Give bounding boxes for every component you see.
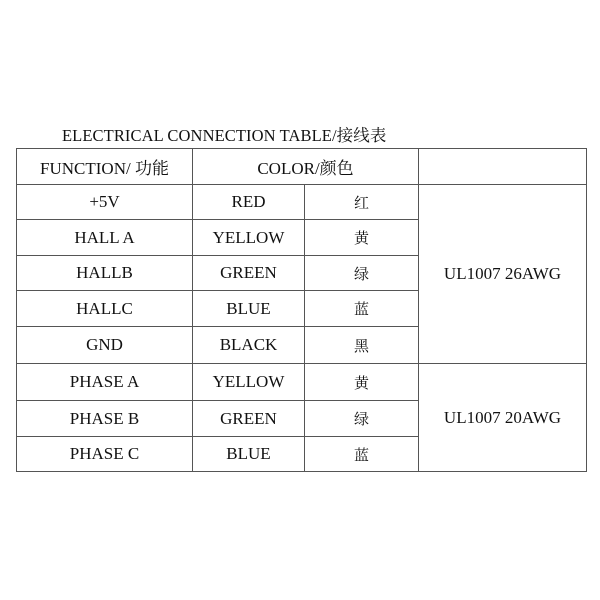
color-cell: YELLOW xyxy=(193,220,305,256)
color-cell: BLUE xyxy=(193,291,305,327)
header-wire xyxy=(419,149,587,185)
function-cell: PHASE B xyxy=(17,401,193,437)
function-cell: GND xyxy=(17,327,193,364)
color-cell: BLACK xyxy=(193,327,305,364)
color-cn-cell: 绿 xyxy=(305,256,419,291)
color-cn-cell: 绿 xyxy=(305,401,419,437)
color-cn-cell: 蓝 xyxy=(305,291,419,327)
color-cell: GREEN xyxy=(193,256,305,291)
color-cell: RED xyxy=(193,185,305,220)
color-cn-cell: 黄 xyxy=(305,220,419,256)
header-function: FUNCTION/ 功能 xyxy=(17,149,193,185)
color-cn-cell: 黑 xyxy=(305,327,419,364)
function-cell: HALLC xyxy=(17,291,193,327)
table-header-row xyxy=(17,149,587,185)
wire-spec-cell: UL1007 20AWG xyxy=(419,364,587,472)
wire-spec-cell: UL1007 26AWG xyxy=(419,185,587,364)
function-cell: HALLB xyxy=(17,256,193,291)
function-cell: HALL A xyxy=(17,220,193,256)
color-cell: GREEN xyxy=(193,401,305,437)
table-row xyxy=(17,364,587,401)
electrical-connection-table xyxy=(16,148,587,472)
color-cn-cell: 黄 xyxy=(305,364,419,401)
table-title: ELECTRICAL CONNECTION TABLE/接线表 xyxy=(62,126,387,145)
color-cell: YELLOW xyxy=(193,364,305,401)
table-row xyxy=(17,185,587,220)
color-cn-cell: 蓝 xyxy=(305,437,419,472)
function-cell: PHASE A xyxy=(17,364,193,401)
function-cell: +5V xyxy=(17,185,193,220)
function-cell: PHASE C xyxy=(17,437,193,472)
color-cn-cell: 红 xyxy=(305,185,419,220)
color-cell: BLUE xyxy=(193,437,305,472)
header-color: COLOR/颜色 xyxy=(193,149,419,185)
